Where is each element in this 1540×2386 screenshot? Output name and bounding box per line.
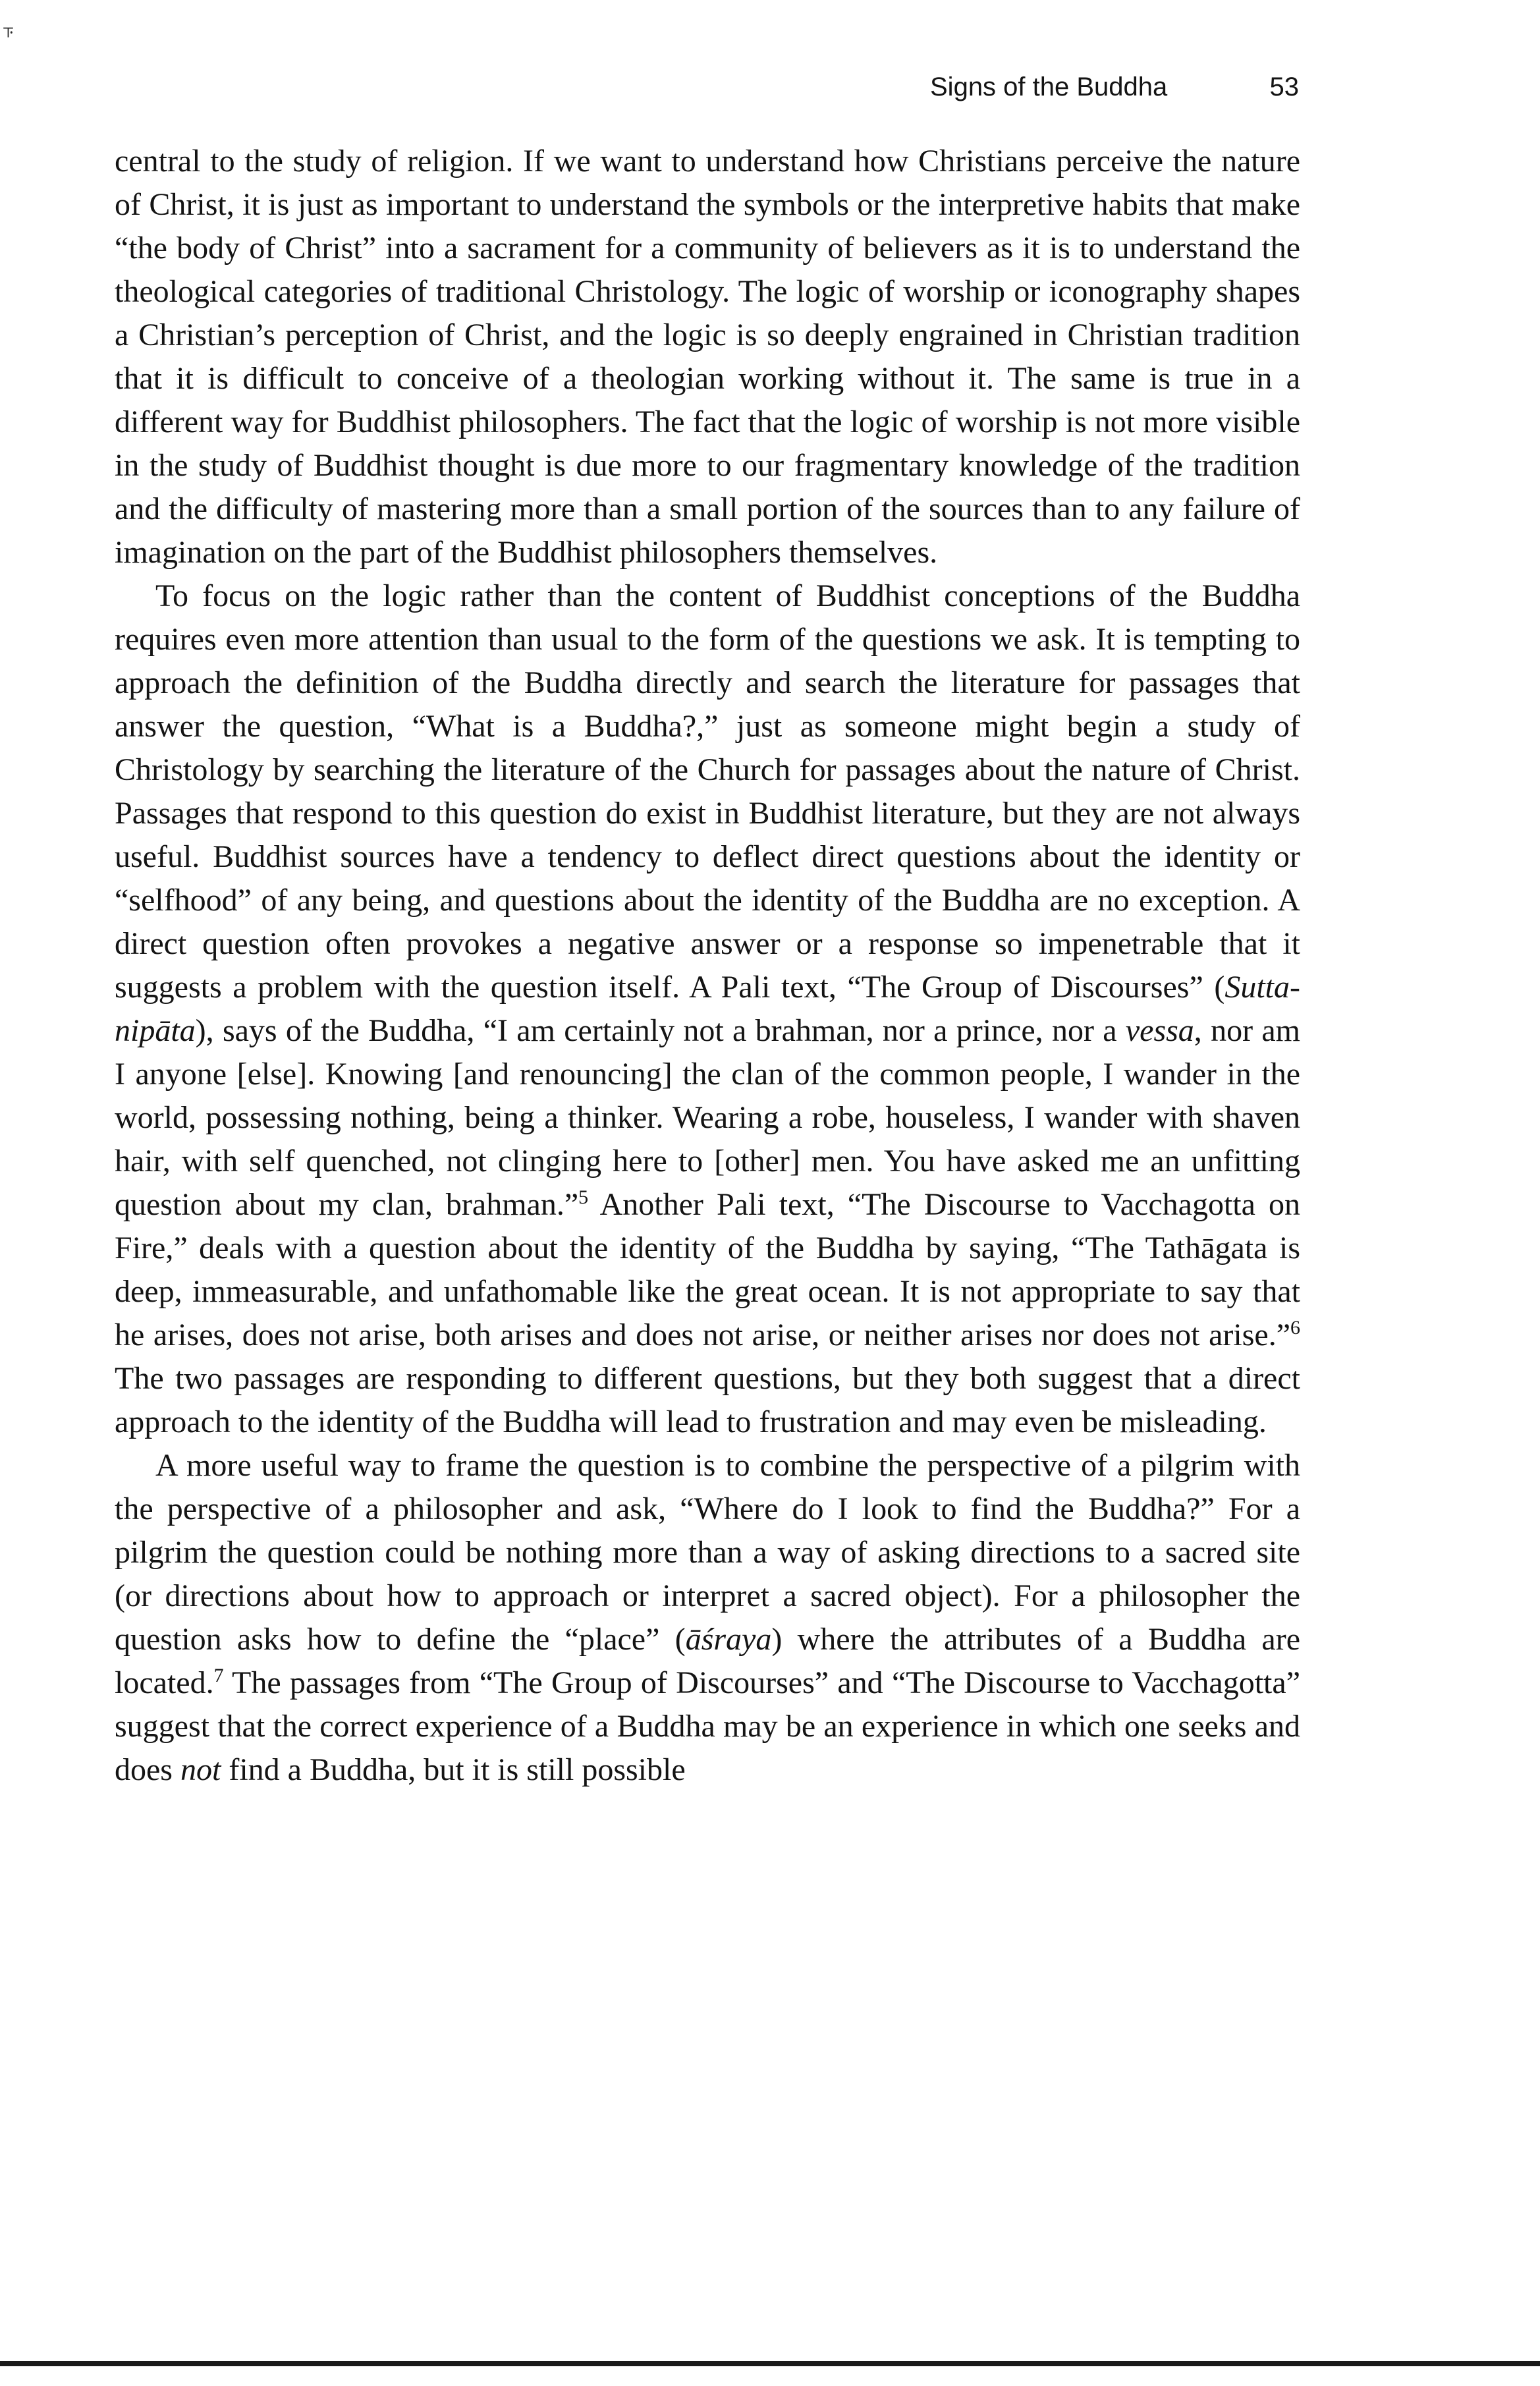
footnote-ref: 5	[578, 1186, 589, 1208]
paragraph	[115, 574, 1300, 1444]
text-run: ) where the attributes of a Buddha are located.	[115, 1622, 1301, 1700]
text-run: The passages from “The Group of Discourses” and “The Discourse to Vacchagotta” suggest that the correct experience of a Buddha may be an experience in which one seeks and does	[115, 1665, 1300, 1787]
text-run: To focus on the logic rather than the content of Buddhist conceptions of the Buddha requires even more attention than usual to the form of the questions we ask. It is tempting to approach the definition of the Buddha directly and search the literature for passages that answer the question, “What is a Buddha?,” just as someone might begin a study of Christology by searching the literature of the Church for passages about the nature of Christ. Passages that respond to this question do exist in Buddhist literature, but they are not always useful. Buddhist sources have a tendency to deflect direct questions about the identity or “selfhood” of any being, and questions about the identity of the Buddha are no exception. A direct question often provokes a negative answer or a response so impenetrable that it suggests a problem with the question itself. A Pali text, “The Group of Discourses” (	[115, 578, 1300, 1005]
paragraph	[115, 1444, 1300, 1792]
footnote-ref: 6	[1290, 1317, 1300, 1339]
paragraph	[115, 140, 1300, 574]
text-run: find a Buddha, but it is still possible	[221, 1752, 686, 1787]
italic-term: āśraya	[685, 1622, 772, 1657]
scan-mark: ⸇	[3, 23, 14, 49]
text-run: The two passages are responding to different questions, but they both suggest that a direct approach to the identity of the Buddha will lead to frustration and may even be misleading.	[115, 1361, 1300, 1439]
text-run: central to the study of religion. If we want to understand how Christians perceive the nature of Christ, it is just as important to understand the symbols or the interpretive habits that make “the body of Christ” into a sacrament for a community of believers as it is to understand the theological categories of traditional Christology. The logic of worship or iconography shapes a Christian’s perception of Christ, and the logic is so deeply engrained in Christian tradition that it is difficult to conceive of a theologian working without it. The same is true in a different way for Buddhist philosophers. The fact that the logic of worship is not more visible in the study of Buddhist thought is due more to our fragmentary knowledge of the tradition and the difficulty of mastering more than a small portion of the sources than to any failure of imagination on the part of the Buddhist philosophers themselves.	[115, 144, 1300, 570]
text-run: ), says of the Buddha, “I am certainly not a brahman, nor a prince, nor a	[195, 1013, 1126, 1048]
italic-term: Sutta-nipāta	[115, 970, 1300, 1048]
italic-term: not	[180, 1752, 221, 1787]
footnote-ref: 7	[213, 1665, 224, 1686]
running-header	[930, 61, 1299, 113]
body-text	[115, 140, 1300, 1792]
page-number: 53	[1269, 72, 1299, 101]
page-edge-rule	[0, 2361, 1540, 2366]
running-title: Signs of the Buddha	[930, 72, 1168, 101]
text-run: A more useful way to frame the question is to combine the perspective of a pilgrim with the perspective of a philosopher and ask, “Where do I look to find the Buddha?” For a pilgrim the question could be nothing more than a way of asking directions to a sacred site (or directions about how to approach or interpret a sacred object). For a philosopher the question asks how to define the “place” (	[115, 1448, 1300, 1657]
text-run: Another Pali text, “The Discourse to Vacchagotta on Fire,” deals with a question about the identity of the Buddha by saying, “The Tathāgata is deep, immeasurable, and unfathomable like the great ocean. It is not appropriate to say that he arises, does not arise, both arises and does not arise, or neither arises nor does not arise.”	[115, 1187, 1301, 1352]
italic-term: vessa	[1125, 1013, 1194, 1048]
text-run: , nor am I anyone [else]. Knowing [and renouncing] the clan of the common people, I wander in the world, possessing nothing, being a thinker. Wearing a robe, houseless, I wander with shaven hair, with self quenched, not clinging here to [other] men. You have asked me an unfitting question about my clan, brahman.”	[115, 1013, 1301, 1222]
